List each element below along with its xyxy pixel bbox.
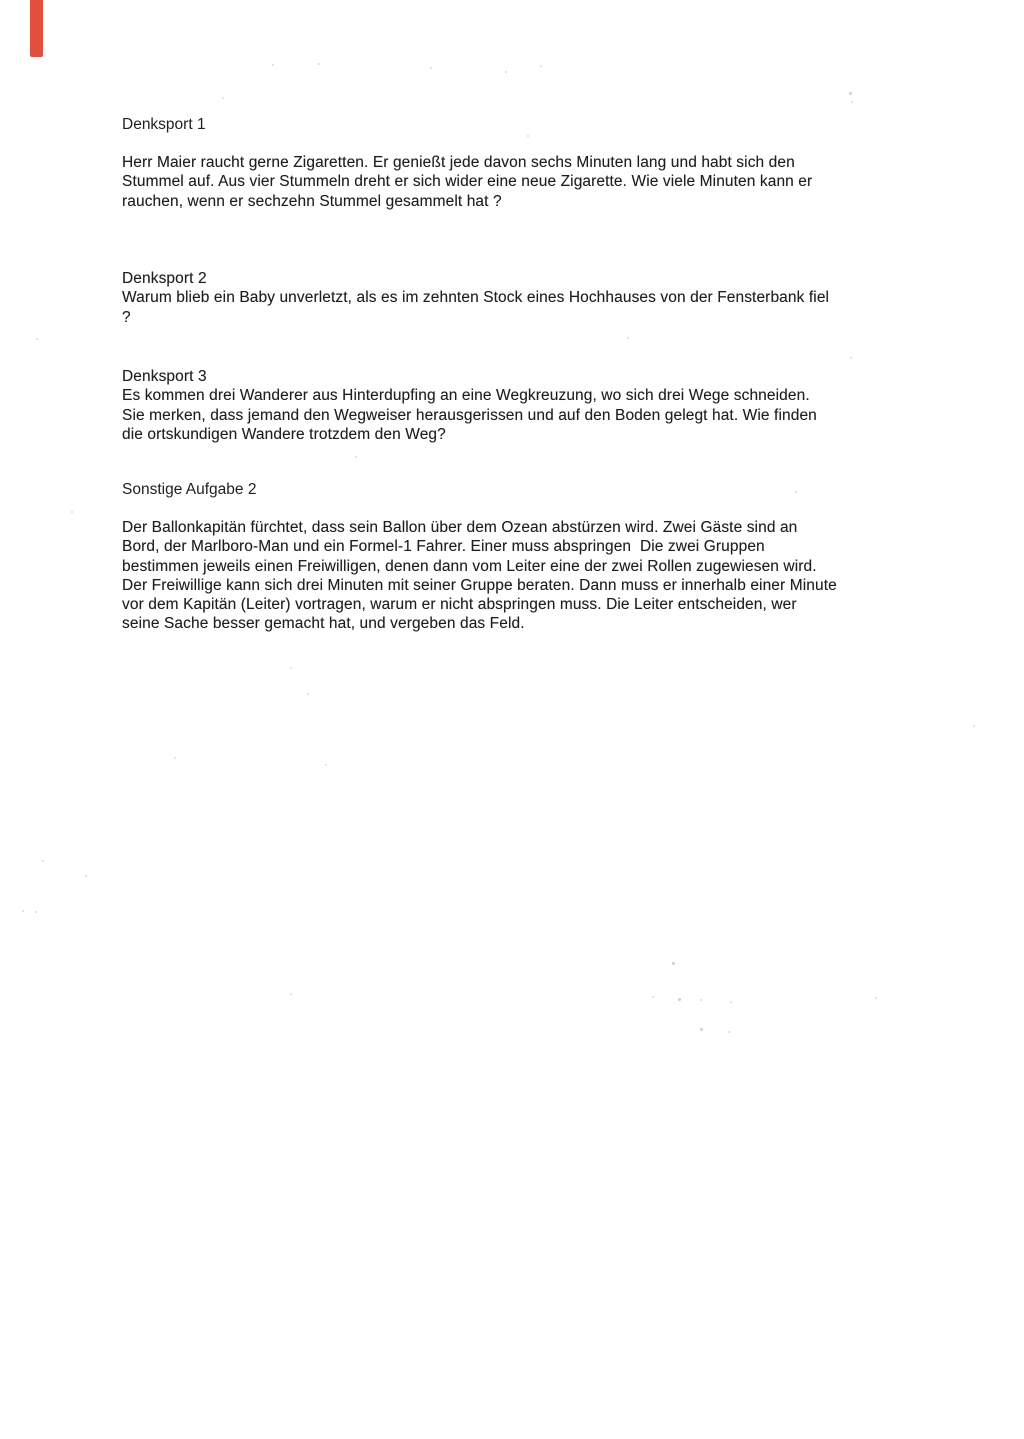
section-heading-denksport-3: Denksport 3 <box>122 368 207 385</box>
scan-speck <box>355 456 357 458</box>
scan-speck <box>42 860 44 862</box>
paragraph-line: ? <box>122 308 131 326</box>
scan-speck <box>652 996 654 998</box>
scan-speck <box>222 97 224 99</box>
section-heading-denksport-2: Denksport 2 <box>122 270 207 287</box>
paragraph-line: Herr Maier raucht gerne Zigaretten. Er genießt jede davon sechs Minuten lang und habt sich den <box>122 154 795 171</box>
scan-speck <box>728 1031 730 1033</box>
scan-speck <box>540 65 542 67</box>
paragraph-line: Warum blieb ein Baby unverletzt, als es im zehnten Stock eines Hochhauses von der Fensterbank fiel <box>122 289 830 307</box>
scan-speck <box>730 1001 732 1003</box>
scan-speck <box>505 71 507 73</box>
red-ink-mark <box>30 0 43 57</box>
scan-speck <box>290 667 292 669</box>
section-denksport-3 <box>122 367 922 444</box>
paragraph-line: rauchen, wenn er sechzehn Stummel gesammelt hat ? <box>122 192 502 210</box>
scan-speck <box>272 64 274 66</box>
scan-speck <box>325 764 327 766</box>
scan-speck <box>22 910 24 912</box>
paragraph-line: Stummel auf. Aus vier Stummeln dreht er sich wider eine neue Zigarette. Wie viele Minuten kann er <box>122 173 813 191</box>
paragraph-line: Sie merken, dass jemand den Wegweiser herausgerissen und auf den Boden gelegt hat. Wie finden <box>122 406 817 424</box>
paragraph-line: Bord, der Marlboro-Man und ein Formel-1 Fahrer. Einer muss abspringen Die zwei Gruppen <box>122 538 765 556</box>
paragraph-sonstige-aufgabe-2 <box>122 518 922 634</box>
scan-speck <box>36 338 38 340</box>
scan-speck <box>318 63 320 65</box>
section-heading-sonstige-aufgabe-2: Sonstige Aufgabe 2 <box>122 481 257 498</box>
scan-speck <box>678 998 681 1001</box>
scan-speck <box>850 357 852 359</box>
scan-speck <box>700 999 702 1001</box>
scan-speck <box>290 993 292 995</box>
paragraph-denksport-1 <box>122 153 922 211</box>
scan-speck <box>307 693 309 695</box>
scan-speck <box>849 92 852 95</box>
paragraph-line: seine Sache besser gemacht hat, und vergeben das Feld. <box>122 615 525 633</box>
scan-speck <box>795 491 797 493</box>
section-heading-denksport-1: Denksport 1 <box>122 116 206 133</box>
paragraph-line: Der Freiwillige kann sich drei Minuten mit seiner Gruppe beraten. Dann muss er innerhalb einer Minute <box>122 576 837 594</box>
scan-speck <box>35 911 37 913</box>
scan-speck <box>700 1028 703 1031</box>
scan-speck <box>875 997 877 999</box>
scan-speck <box>71 511 73 513</box>
scan-speck <box>851 101 853 103</box>
paragraph-line: vor dem Kapitän (Leiter) vortragen, warum er nicht abspringen muss. Die Leiter entscheiden, wer <box>122 596 797 614</box>
paragraph-line: Der Ballonkapitän fürchtet, dass sein Ballon über dem Ozean abstürzen wird. Zwei Gäste sind an <box>122 519 798 536</box>
scan-speck <box>627 337 629 339</box>
scan-speck <box>430 67 432 69</box>
paragraph-line: Es kommen drei Wanderer aus Hinterdupfing an eine Wegkreuzung, wo sich drei Wege schneiden. <box>122 387 810 405</box>
scan-speck <box>174 757 176 759</box>
scan-speck <box>85 875 87 877</box>
paragraph-line: die ortskundigen Wandere trotzdem den Weg? <box>122 425 446 443</box>
scan-speck <box>527 135 529 137</box>
paragraph-line: bestimmen jeweils einen Freiwilligen, denen dann vom Leiter eine der zwei Rollen zugewiesen wird. <box>122 557 817 575</box>
scan-speck <box>672 962 675 965</box>
scan-speck <box>973 725 975 727</box>
section-denksport-2 <box>122 269 922 327</box>
